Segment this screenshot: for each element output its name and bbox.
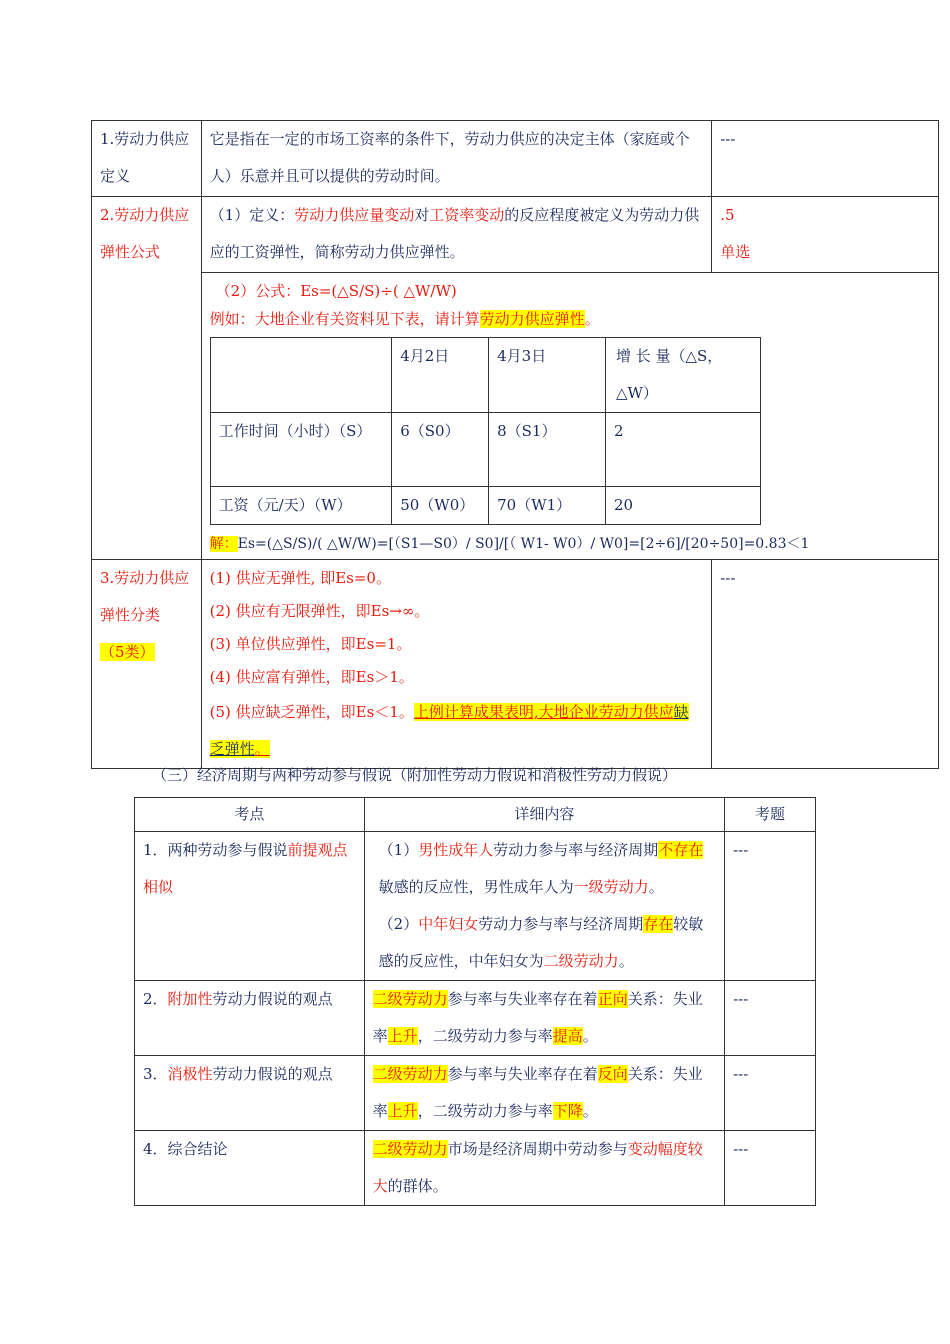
text: 市场是经济周期中劳动参与: [447, 1140, 628, 1158]
table-row: [135, 1056, 816, 1131]
detail-cell: [364, 1056, 724, 1131]
label-elasticity-types: [92, 560, 202, 769]
table-row: [92, 121, 939, 197]
term: 一级劳动力: [573, 878, 649, 896]
table-cell: 8（S1）: [489, 413, 606, 487]
exam-cell: ---: [712, 121, 939, 197]
table-cell: 6（S0）: [392, 413, 489, 487]
topic-cell: 4．综合结论: [135, 1131, 365, 1206]
table-cell: 70（W1）: [489, 487, 606, 525]
example-end: 。: [584, 310, 600, 328]
table-header: 4月3日: [489, 338, 606, 413]
term: 消极性: [167, 1065, 213, 1083]
exam-cell: ---: [725, 1056, 816, 1131]
labor-supply-table: [91, 120, 939, 769]
table-row: [92, 197, 939, 273]
solution: [210, 529, 930, 559]
table-row: [210, 338, 760, 413]
supply-definition-content: 它是指在一定的市场工资率的条件下，劳动力供应的决定主体（家庭或个人）乐意并且可以提供的劳动时间。: [201, 121, 712, 197]
example-data-table: [210, 337, 761, 525]
term-highlight: 二级劳动力: [372, 1065, 448, 1083]
table-row: [135, 1131, 816, 1206]
detail-cell: [364, 1131, 724, 1206]
list-item: (4) 供应富有弹性，即Es＞1。: [209, 668, 414, 686]
table-row: [92, 560, 939, 769]
term-highlight: 上升: [387, 1102, 418, 1120]
detail-cell: [364, 981, 724, 1056]
note-highlight: 缺乏弹性: [209, 703, 689, 758]
column-header: 考点: [135, 798, 365, 832]
topic-cell: [135, 832, 365, 981]
detail-cell: [364, 832, 724, 981]
table-cell: 2: [605, 413, 760, 487]
topic-text: 1．两种劳动参与假说: [143, 841, 288, 859]
text: （1）: [378, 841, 419, 859]
participation-hypothesis-table: [134, 797, 816, 1206]
text: ，二级劳动力参与率: [417, 1102, 553, 1120]
text: 3．: [143, 1065, 168, 1083]
detail-paragraph: [373, 906, 716, 980]
table-header: [210, 338, 392, 413]
table-header: 4月2日: [392, 338, 489, 413]
term-highlight: 二级劳动力: [372, 1140, 448, 1158]
definition-text-2: 的反应程度被定义为劳动力供应的工资弹性，简称劳动力供应弹性。: [209, 206, 700, 261]
text: 劳动力参与率与经济周期: [478, 915, 644, 933]
elasticity-definition: [201, 197, 712, 273]
exam-score: .5: [720, 206, 735, 224]
text: 劳动力假说的观点: [212, 990, 333, 1008]
list-item: (2) 供应有无限弹性，即Es→∞。: [209, 602, 430, 620]
example-lead: 例如：大地企业有关资料见下表，请计算: [209, 310, 480, 328]
text: 。: [618, 952, 634, 970]
list-item-text: (5) 供应缺乏弹性，即Es＜1。: [209, 703, 414, 721]
elasticity-types-list: [201, 560, 712, 769]
term: 附加性: [167, 990, 213, 1008]
text: ，二级劳动力参与率: [417, 1027, 553, 1045]
types-label: 3.劳动力供应弹性分类: [100, 569, 190, 624]
table-row: [92, 273, 939, 560]
text: （2）: [378, 915, 419, 933]
text: 参与率与失业率存在着: [447, 1065, 598, 1083]
topic-cell: [135, 1056, 365, 1131]
table-cell: 50（W0）: [392, 487, 489, 525]
table-cell: 工作时间（小时）（S）: [210, 413, 392, 487]
definition-text-1: 对: [414, 206, 430, 224]
text: 关系：失业率: [372, 1065, 703, 1120]
exam-cell: ---: [712, 560, 939, 769]
topic-highlight: 前提观点相似: [143, 841, 348, 896]
term-highlight: 正向: [597, 990, 628, 1008]
term-highlight: 下降: [552, 1102, 583, 1120]
text: 敏感的反应性，男性成年人为: [378, 878, 574, 896]
note-highlight: 。: [254, 740, 270, 758]
label-supply-definition: 1.劳动力供应定义: [92, 121, 202, 197]
formula: （2）公式：Es=(△S/S)÷( △W/W): [215, 282, 457, 300]
text: 的群体。: [387, 1177, 448, 1195]
text: 劳动力参与率与经济周期: [493, 841, 659, 859]
term: 男性成年人: [418, 841, 494, 859]
table-row: [135, 981, 816, 1056]
table-row: [210, 487, 760, 525]
definition-term-1: 劳动力供应量变动: [294, 206, 415, 224]
table-header-row: [135, 798, 816, 832]
formula-cell: [201, 273, 938, 560]
exam-type: 单选: [720, 243, 751, 261]
column-header: 详细内容: [364, 798, 724, 832]
term: 中年妇女: [418, 915, 479, 933]
table-cell: 工资（元/天）（W）: [210, 487, 392, 525]
term-highlight: 上升: [387, 1027, 418, 1045]
definition-term-2: 工资率变动: [429, 206, 505, 224]
exam-cell: ---: [725, 981, 816, 1056]
types-count: （5类）: [100, 643, 155, 661]
text: 关系：失业率: [372, 990, 703, 1045]
term: 二级劳动力: [543, 952, 619, 970]
table-row: [210, 413, 760, 487]
section-heading: （三）经济周期与两种劳动参与假说（附加性劳动力假说和消极性劳动力假说）: [152, 766, 678, 784]
list-item: [210, 694, 704, 768]
exam-cell: [712, 197, 939, 273]
term-highlight: 提高: [552, 1027, 583, 1045]
term-highlight: 二级劳动力: [372, 990, 448, 1008]
topic-cell: [135, 981, 365, 1056]
column-header: 考题: [725, 798, 816, 832]
note-highlight: 上例计算成果表明,大地企业劳动力: [413, 703, 644, 721]
text: 2．: [143, 990, 168, 1008]
list-item: (1) 供应无弹性, 即Es=0。: [209, 569, 391, 587]
example-text: [210, 305, 930, 333]
text: 。: [648, 878, 664, 896]
solution-label: 解：: [209, 536, 238, 552]
example-highlight: 劳动力供应弹性: [479, 310, 585, 328]
table-header: 增 长 量（△S，△W）: [605, 338, 760, 413]
detail-paragraph: [373, 832, 716, 906]
term-highlight: 存在: [643, 915, 674, 933]
solution-text: Es=(△S/S)/( △W/W)=[（S1—S0）/ S0]/[（ W1- W0）/ W0]=[2÷6]/[20÷50]=0.83＜1: [237, 536, 810, 552]
text: 较敏感的反应性，中年妇女为: [378, 915, 704, 970]
term-highlight: 反向: [597, 1065, 628, 1083]
text: 。: [582, 1102, 598, 1120]
term-highlight: 不存在: [658, 841, 704, 859]
definition-prefix: （1）定义：: [209, 206, 295, 224]
text: 劳动力假说的观点: [212, 1065, 333, 1083]
note-highlight: 供应: [643, 703, 674, 721]
label-elasticity-formula: 2.劳动力供应弹性公式: [92, 197, 202, 560]
text: 。: [582, 1027, 598, 1045]
table-row: [135, 832, 816, 981]
exam-cell: ---: [725, 832, 816, 981]
exam-cell: ---: [725, 1131, 816, 1206]
term: 变动幅度较大: [372, 1140, 703, 1195]
text: 参与率与失业率存在着: [447, 990, 598, 1008]
list-item: (3) 单位供应弹性，即Es=1。: [209, 635, 412, 653]
table-cell: 20: [605, 487, 760, 525]
